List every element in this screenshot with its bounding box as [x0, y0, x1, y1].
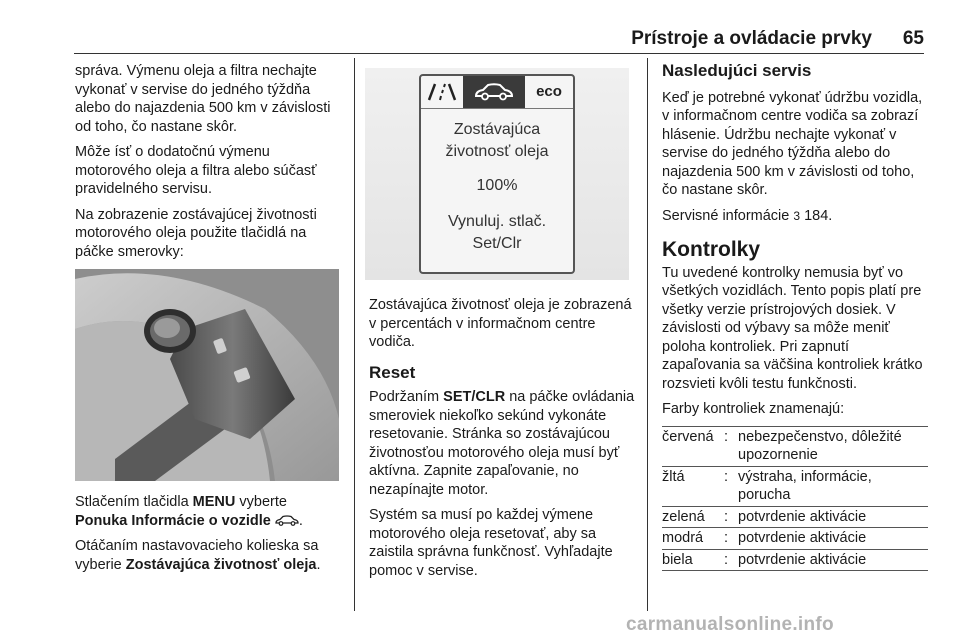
- paragraph: Keď je potrebné vykonať údržbu vozidla, v informačnom centre vodiča sa zobrazí hlásenie. Údržbu nechajte vykonať v servise do jedného týždňa alebo do najazdenia 500 km v závislosti od toho, čo nastane skôr.: [662, 89, 923, 198]
- color-meaning-table: [662, 426, 928, 572]
- oil-life-percent: 100%: [476, 177, 518, 194]
- column-2: [369, 62, 635, 587]
- table-row: žltá : výstraha, informácie, porucha: [662, 466, 928, 506]
- figure-caption: Zostávajúca životnosť oleja je zobrazená v percentách v informačnom centre vodiča.: [369, 297, 632, 350]
- turn-signal-lever-photo: [75, 269, 339, 481]
- page-number: 65: [902, 28, 924, 49]
- paragraph: Môže ísť o dodatočnú výmenu motorového oleja a filtra alebo súčasť pravidelného servisu.: [75, 144, 317, 197]
- display-top-bar: [421, 76, 573, 109]
- car-tab-icon: [463, 76, 525, 108]
- driver-info-display: [365, 68, 629, 280]
- menu-button-label: MENU: [192, 494, 236, 510]
- paragraph: Tu uvedené kontrolky nemusia byť vo všetkých vozidlách. Tento popis platí pre všetky verzie prístrojových dosiek. V závislosti od výbavy sa môže meniť poloha kontroliek. Pri zapnutí zapaľovania sa väčšina kontroliek krátko rozsvieti kvôli testu funkčnosti.: [662, 264, 923, 392]
- display-line: životnosť oleja: [445, 143, 549, 160]
- section-heading: Nasledujúci servis: [662, 61, 812, 80]
- display-line: Vynuluj. stlač.: [447, 213, 547, 230]
- paragraph: Na zobrazenie zostávajúcej životnosti motorového oleja použite tlačidlá na páčke smerovky:: [75, 206, 317, 260]
- table-row: červená : nebezpečenstvo, dôležité upozornenie: [662, 426, 928, 466]
- table-row: biela : potvrdenie aktivácie: [662, 549, 928, 572]
- lane-assist-icon: [421, 76, 463, 108]
- car-icon: [275, 515, 299, 526]
- lever-illustration: [75, 269, 339, 481]
- paragraph: Stlačením tlačidla MENU vyberte Ponuka Informácie o vozidle .: [75, 494, 303, 529]
- paragraph: Podržaním SET/CLR na páčke ovládania smeroviek niekoľko sekúnd vykonáte resetovanie. Stránka so zostávajúcou životnosťou motorového oleja musí byť aktívna. Zapnite zapaľovanie, no nezapínajte motor.: [369, 389, 635, 498]
- column-3: [662, 62, 928, 571]
- reference-arrow-icon: 3: [793, 208, 801, 223]
- column-divider-2: [647, 58, 648, 611]
- page-title: Prístroje a ovládacie prvky: [631, 28, 872, 49]
- section-heading: Reset: [369, 362, 416, 382]
- paragraph: Farby kontroliek znamenajú:: [662, 401, 845, 417]
- table-row: modrá : potvrdenie aktivácie: [662, 527, 928, 549]
- table-row: zelená : potvrdenie aktivácie: [662, 506, 928, 528]
- watermark: carmanualsonline.info: [626, 614, 834, 635]
- display-screen: [419, 74, 575, 274]
- header-divider: [74, 53, 924, 54]
- paragraph: Systém sa musí po každej výmene motorového oleja resetovať, aby sa zaistila správna funkčnosť. Vyhľadajte pomoc v servise.: [369, 507, 613, 579]
- column-1: [75, 62, 343, 581]
- paragraph: Servisné informácie 3 184.: [662, 207, 833, 224]
- display-line: Zostávajúca: [453, 121, 541, 138]
- display-line: Set/Clr: [472, 235, 522, 252]
- paragraph: Otáčaním nastavovacieho kolieska sa vyberie Zostávajúca životnosť oleja.: [75, 538, 321, 573]
- eco-tab: eco: [536, 82, 562, 100]
- column-divider-1: [354, 58, 355, 611]
- paragraph: správa. Výmenu oleja a filtra nechajte vykonať v servise do jedného týždňa alebo do najazdenia 500 km v závislosti od toho, čo nastane skôr.: [75, 63, 331, 135]
- chapter-heading: Kontrolky: [662, 238, 761, 261]
